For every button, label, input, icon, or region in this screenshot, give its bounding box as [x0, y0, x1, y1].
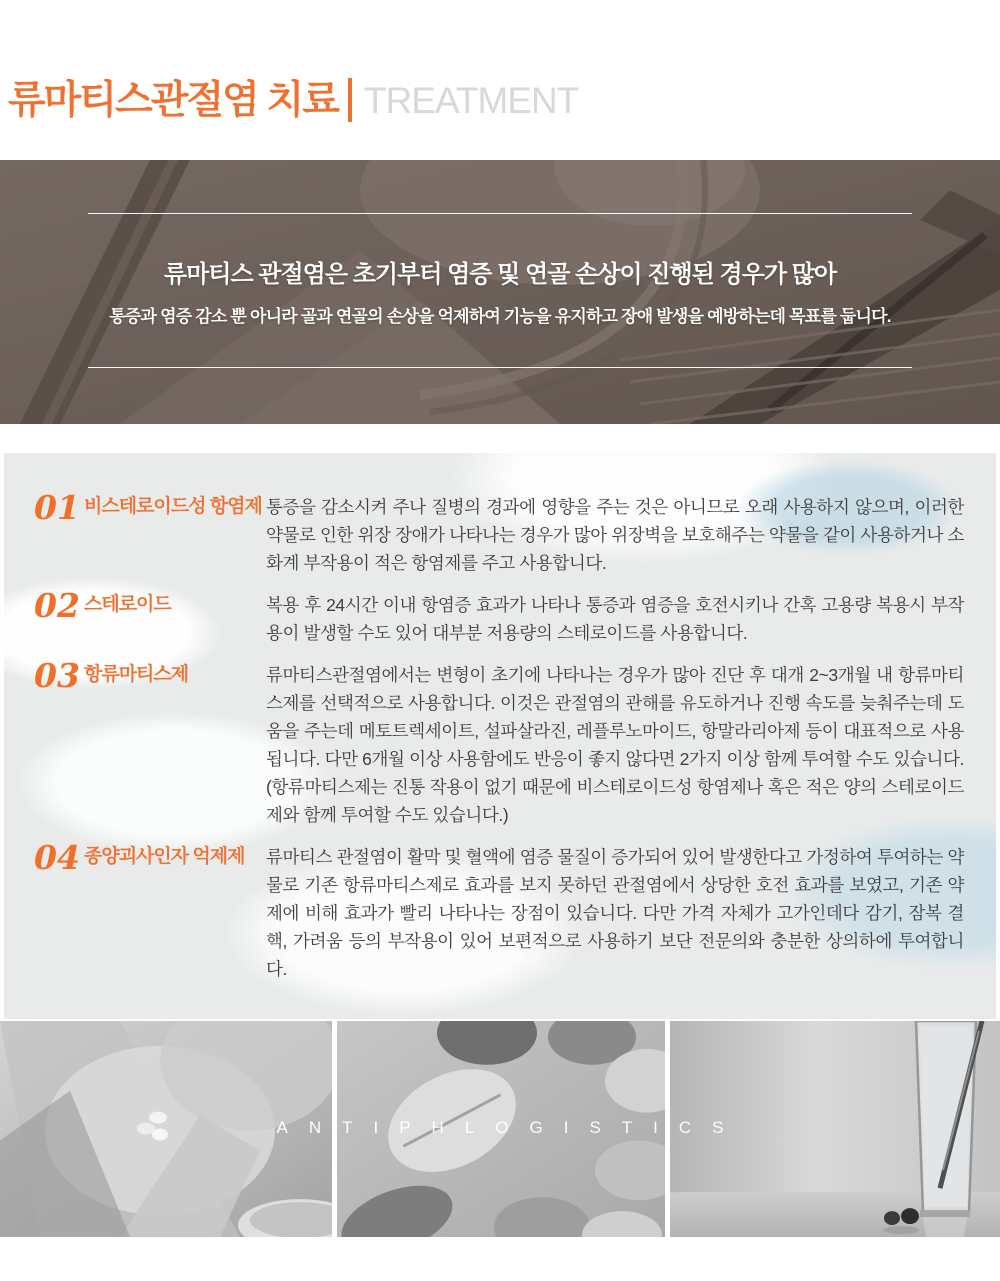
photo-strip	[0, 1021, 1000, 1237]
strip-caption: ANTIPHLOGISTICS	[276, 1118, 745, 1138]
treatment-label: 비스테로이드성 항염제	[84, 496, 262, 517]
treatment-list-section	[4, 453, 996, 1019]
treatment-item-4	[34, 838, 964, 983]
hero-divider-bottom	[88, 367, 912, 368]
hero-divider-top	[88, 213, 912, 214]
treatment-description: 복용 후 24시간 이내 항염증 효과가 나타나 통증과 염증을 호전시키나 간혹 고용량 복용시 부작용이 발생할 수도 있어 대부분 저용량의 스테로이드를 사용합니다.	[266, 595, 964, 643]
treatment-number: 04	[34, 838, 80, 877]
footer-whitespace	[0, 1237, 1000, 1281]
treatment-number: 03	[34, 656, 80, 695]
header-row	[8, 78, 578, 122]
treatment-item-1	[34, 488, 964, 577]
page-title: 류마티스관절염 치료	[8, 78, 338, 122]
title-divider	[348, 78, 352, 122]
treatment-label: 종양괴사인자 억제제	[84, 846, 245, 867]
hands-with-pills-photo	[0, 1021, 332, 1237]
treatment-label: 항류마티스제	[84, 664, 189, 685]
treatment-description: 류마티스관절염에서는 변형이 초기에 나타나는 경우가 많아 진단 후 대개 2~3개월 내 항류마티스제를 선택적으로 사용합니다. 이것은 관절염의 관해를 유도하거나 진행 속도를 늦춰주는데 도움을 주는데 메토트렉세이트, 설파살라진, 레플루노마이드, 항말라리아제 등이 대표적으로 사용됩니다. 다만 6개월 이상 사용함에도 반응이 좋지 않다면 2가지 이상 함께 투여할 수도 있습니다. (항류마티스제는 진통 작용이 없기 때문에 비스테로이드성 항염제나 혹은 적은 양의 스테로이드제와 함께 투여할 수도 있습니다.)	[266, 665, 964, 825]
page-header	[0, 0, 1000, 160]
page-subtitle: TREATMENT	[363, 79, 579, 121]
hero-subheading: 통증과 염증 감소 뿐 아니라 골과 연골의 손상을 억제하여 기능을 유지하고 장애 발생을 예방하는데 목표를 둡니다.	[109, 307, 891, 326]
treatment-number: 01	[34, 488, 80, 527]
pen-stethoscope-documents-photo	[0, 160, 1000, 424]
hero-banner	[0, 160, 1000, 424]
treatment-description: 통증을 감소시켜 주나 질병의 경과에 영향을 주는 것은 아니므로 오래 사용하지 않으며, 이러한 약물로 인한 위장 장애가 나타나는 경우가 많아 위장벽을 보호해주는 약물을 같이 사용하거나 소화계 부작용이 적은 항염제를 주고 사용합니다.	[266, 497, 964, 573]
hero-heading: 류마티스 관절염은 초기부터 염증 및 연골 손상이 진행된 경우가 많아	[163, 261, 837, 288]
treatment-description: 류마티스 관절염이 활막 및 혈액에 염증 물질이 증가되어 있어 발생한다고 가정하여 투여하는 약물로 기존 항류마티스제로 효과를 보지 못하던 관절염에서 상당한 호전 효과를 보였고, 기존 약제에 비해 효과가 빨리 나타나는 장점이 있습니다. 다만 가격 자체가 고가인데다 감기, 잠복 결핵, 가려움 등의 부작용이 있어 보편적으로 사용하기 보단 전문의와 충분한 상의하에 투여합니다.	[266, 847, 964, 979]
treatment-item-2	[34, 586, 964, 647]
glass-of-water-photo	[670, 1021, 1000, 1237]
treatment-number: 02	[34, 586, 80, 625]
treatment-item-3	[34, 656, 964, 829]
treatment-label: 스테로이드	[84, 594, 171, 615]
scattered-pills-photo	[337, 1021, 665, 1237]
